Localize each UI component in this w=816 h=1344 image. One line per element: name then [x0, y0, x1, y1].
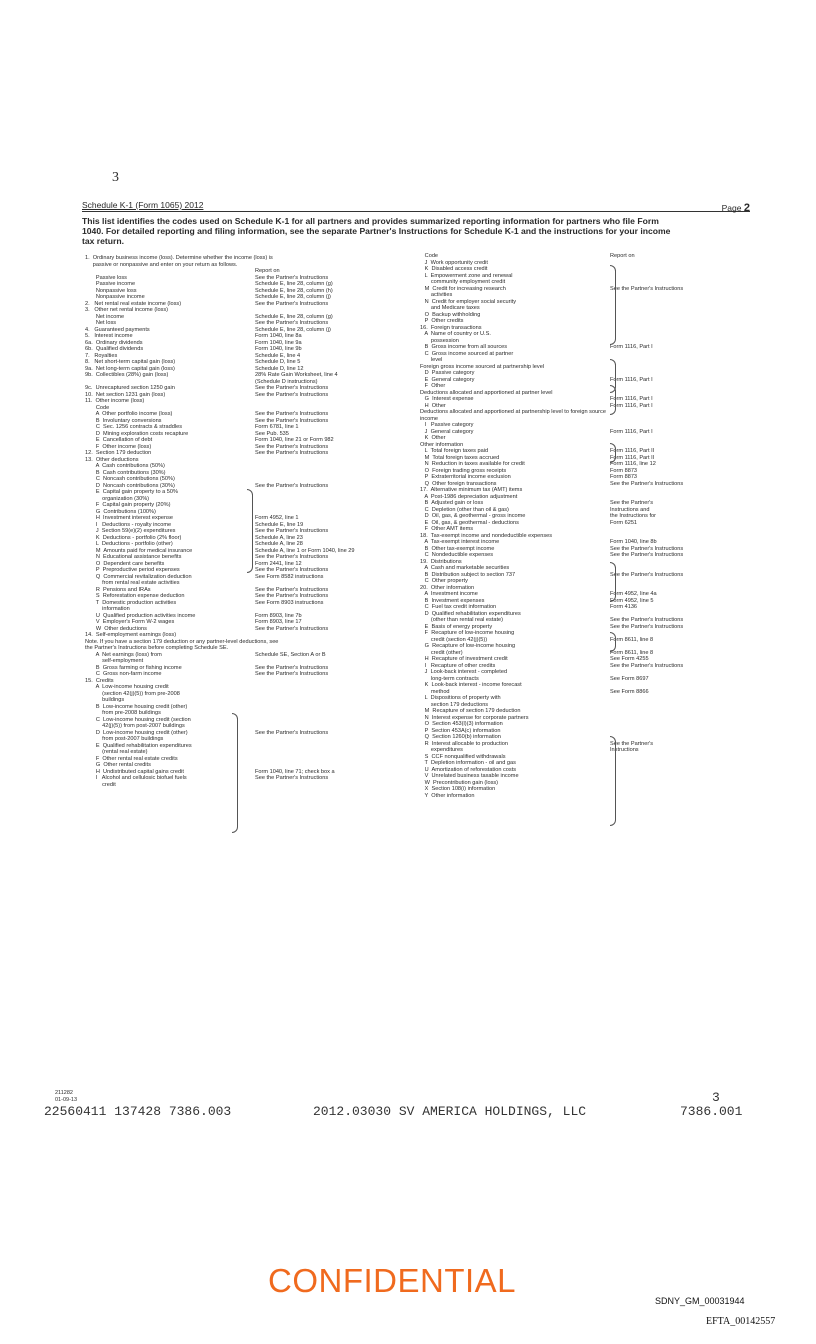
report-on: See the Partner's Instructions: [255, 664, 329, 671]
code-description: G Contributions (100%): [85, 508, 156, 515]
code-description: C Noncash contributions (50%): [85, 476, 175, 482]
code-description: F Other rental real estate credits: [85, 755, 178, 762]
code-description: B Involuntary conversions: [85, 417, 162, 424]
form-title: Schedule K-1 (Form 1065) 2012: [82, 200, 204, 210]
code-description: Passive loss: [85, 274, 127, 281]
code-description: Q Other foreign transactions: [420, 480, 497, 487]
code-description: E Basis of energy property: [420, 623, 493, 630]
code-description: 9a. Net long-term capital gain (loss): [85, 365, 175, 372]
code-description: B Adjusted gain or loss: [420, 500, 484, 506]
code-description: 13. Other deductions: [85, 456, 139, 463]
code-description: C Gross non-farm income: [85, 671, 162, 677]
brace-credits-r: [610, 265, 616, 345]
code-description: community employment credit: [420, 279, 506, 285]
code-description: (other than rental real estate): [420, 617, 504, 623]
code-description: B Investment expenses: [420, 597, 485, 604]
code-description: F Capital gain property (20%): [85, 502, 171, 508]
code-description: C Low-income housing credit (section: [85, 716, 191, 723]
code-description: P Preproductive period expenses: [85, 567, 180, 573]
code-description: K Other: [420, 435, 446, 441]
report-on: Form 4952, line 1: [255, 515, 299, 521]
code-description: Deductions allocated and apportioned at partnership level to foreign source: [420, 409, 606, 415]
code-description: B Distribution subject to section 737: [420, 571, 516, 578]
code-description: N Reduction in taxes available for credit: [420, 461, 525, 467]
code-description: C Fuel tax credit information: [420, 604, 497, 610]
code-description: L Deductions - portfolio (other): [85, 541, 173, 547]
code-description: M Credit for increasing research: [420, 285, 506, 292]
code-description: I Recapture of other credits: [420, 662, 496, 669]
brace-distributions: [610, 632, 616, 652]
report-on: Form 1040, line 21 or Form 982: [255, 437, 334, 443]
code-description: C Nondeductible expenses: [420, 552, 494, 558]
code-description: M Amounts paid for medical insurance: [85, 547, 193, 554]
report-on: Form 4136: [610, 604, 638, 610]
report-on: Form 1040, line 9a: [255, 339, 302, 346]
report-on: See the Partner's: [610, 740, 654, 747]
brace-amt: [610, 562, 616, 602]
code-description: G Other rental credits: [85, 762, 151, 768]
report-on: See the Partner's Instructions: [610, 552, 684, 558]
report-on: Report on: [255, 268, 280, 274]
code-description: A Other portfolio income (loss): [85, 411, 173, 417]
report-on: Schedule A, line 1 or Form 1040, line 29: [255, 547, 355, 554]
report-on: Schedule A, line 23: [255, 534, 303, 541]
report-on: Form 8873: [610, 467, 638, 474]
report-on: Form 6781, line 1: [255, 424, 299, 430]
code-description: Passive income: [85, 281, 136, 287]
code-description: level: [420, 357, 443, 363]
code-description: 6b. Qualified dividends: [85, 346, 144, 352]
code-description: I Alcohol and cellulosic biofuel fuels: [85, 775, 187, 781]
code-description: C Other property: [420, 578, 468, 584]
code-description: P Other credits: [420, 318, 464, 324]
code-row: [420, 793, 760, 800]
code-description: Other information: [420, 441, 464, 448]
code-description: Note. If you have a section 179 deduction or any partner-level deductions, see: [85, 638, 279, 645]
code-description: P Extraterritorial income exclusion: [420, 474, 511, 480]
code-description: W Other deductions: [85, 625, 147, 632]
code-description: Q Section 1260(b) information: [420, 734, 501, 740]
report-on: See the Partner's Instructions: [610, 545, 684, 552]
code-description: E Oil, gas, & geothermal - deductions: [420, 519, 519, 526]
footer-right-top: 3: [712, 1090, 720, 1105]
code-description: Nonpassive loss: [85, 287, 137, 294]
code-description: V Employer's Form W-2 wages: [85, 619, 175, 625]
code-description: S CCF nonqualified withdrawals: [420, 753, 506, 760]
code-description: D Noncash contributions (30%): [85, 482, 175, 489]
report-on: Schedule E, line 28, column (j): [255, 294, 331, 300]
code-description: from post-2007 buildings: [85, 736, 164, 742]
code-description: J Section 59(e)(2) expenditures: [85, 528, 176, 534]
code-description: V Unrelated business taxable income: [420, 773, 519, 779]
code-description: O Dependent care benefits: [85, 560, 165, 567]
code-description: credit (section 42(j)(5)): [420, 636, 488, 643]
code-description: F Other income (loss): [85, 443, 152, 450]
code-description: long-term contracts: [420, 675, 479, 682]
code-description: X Section 108(i) information: [420, 786, 496, 792]
code-description: Code: [420, 253, 439, 259]
code-description: G Recapture of low-income housing: [420, 643, 516, 649]
code-description: and Medicare taxes: [420, 305, 480, 311]
code-description: Net loss: [85, 320, 117, 326]
code-description: buildings: [85, 697, 125, 703]
code-description: S Reforestation expense deduction: [85, 593, 185, 599]
code-description: N Credit for employer social security: [420, 298, 517, 305]
report-on: Form 8873: [610, 474, 638, 480]
page-label: Page: [721, 203, 742, 213]
code-description: information: [85, 606, 130, 612]
code-description: 19. Distributions: [420, 558, 462, 565]
report-on: Form 1040, line 9b: [255, 346, 302, 352]
page-number: 3: [112, 170, 119, 185]
report-on: Form 8903, line 17: [255, 619, 302, 625]
code-description: 11. Other income (loss): [85, 398, 145, 404]
report-on: Form 1116, Part I: [610, 396, 653, 402]
report-on: Form 1040, line 8b: [610, 539, 657, 545]
code-description: 18. Tax-exempt income and nondeductible expenses: [420, 532, 553, 539]
code-description: Deductions allocated and apportioned at partner level: [420, 389, 553, 396]
code-description: 9c. Unrecaptured section 1250 gain: [85, 385, 175, 391]
report-on: See Form 4255: [610, 656, 649, 662]
code-description: C Depletion (other than oil & gas): [420, 506, 509, 513]
report-on: Schedule A, line 28: [255, 541, 303, 547]
code-description: A Post-1986 depreciation adjustment: [420, 493, 518, 500]
form-code: 211282 01-09-13: [55, 1090, 78, 1103]
report-on: See Form 8697: [610, 675, 649, 682]
code-description: expenditures: [420, 747, 463, 753]
report-on: Schedule E, line 28, column (h): [255, 287, 333, 294]
page-indicator: [722, 202, 750, 214]
code-description: (section 42(j)(5)) from pre-2008: [85, 690, 180, 697]
code-description: M Recapture of section 179 deduction: [420, 708, 521, 714]
code-description: 15. Credits: [85, 677, 114, 684]
code-description: D Low-income housing credit (other): [85, 729, 188, 736]
code-description: 6a. Ordinary dividends: [85, 339, 143, 346]
code-description: L Empowerment zone and renewal: [420, 272, 513, 279]
code-description: I Deductions - royalty income: [85, 521, 172, 528]
code-description: E Cancellation of debt: [85, 437, 153, 443]
code-description: T Domestic production activities: [85, 599, 177, 606]
report-on: Schedule E, line 28, column (j): [255, 326, 331, 333]
brace-foreign-3: [610, 443, 616, 463]
report-on: Form 1116, Part I: [610, 344, 653, 350]
code-description: 4. Guaranteed payments: [85, 326, 150, 333]
report-on: Form 1116, Part II: [610, 454, 655, 461]
report-on: Form 6251: [610, 519, 638, 526]
code-description: L Dispositions of property with: [420, 695, 501, 701]
report-on: See the Partner's Instructions: [255, 391, 329, 398]
code-description: E General category: [420, 376, 475, 383]
code-description: Q Commercial revitalization deduction: [85, 573, 192, 580]
code-description: 9b. Collectibles (28%) gain (loss): [85, 372, 169, 378]
form-header: [82, 198, 750, 212]
report-on: See Pub. 535: [255, 430, 289, 437]
report-on: See the Partner's Instructions: [255, 385, 329, 391]
code-description: 20. Other information: [420, 584, 475, 591]
report-on: Form 8903, line 7b: [255, 612, 302, 619]
code-description: T Depletion information - oil and gas: [420, 760, 516, 766]
code-description: I Passive category: [420, 422, 474, 428]
report-on: See Form 8582 instructions: [255, 573, 324, 580]
code-description: N Educational assistance benefits: [85, 554, 182, 560]
brace-credits: [232, 713, 238, 833]
report-on: See the Partner's Instructions: [255, 300, 329, 307]
code-description: 5. Interest income: [85, 333, 133, 339]
report-on: See the Partner's Instructions: [255, 554, 329, 560]
code-description: W Precontribution gain (loss): [420, 779, 499, 786]
code-description: 16. Foreign transactions: [420, 324, 482, 331]
report-on: See the Partner's Instructions: [610, 480, 684, 487]
report-on: Schedule E, line 28, column (g): [255, 281, 333, 287]
code-description: passive or nonpassive and enter on your return as follows.: [85, 261, 238, 268]
report-on: Schedule E, line 4: [255, 352, 301, 359]
code-description: N Interest expense for corporate partners: [420, 714, 529, 721]
report-on: Form 1116, line 12: [610, 461, 656, 467]
code-description: (rental real estate): [85, 749, 148, 755]
code-description: J Work opportunity credit: [420, 259, 488, 266]
code-description: credit: [85, 781, 116, 788]
code-description: C Sec. 1256 contracts & straddles: [85, 424, 183, 430]
page-num: 2: [743, 202, 750, 214]
code-description: P Section 453A(c) information: [420, 727, 501, 734]
report-on: See the Partner's: [610, 500, 654, 506]
report-on: Form 8611, line 8: [610, 649, 654, 656]
code-description: 14. Self-employment earnings (loss): [85, 632, 177, 638]
report-on: Schedule D, line 12: [255, 365, 304, 372]
code-description: C Gross income sourced at partner: [420, 350, 514, 357]
report-on: See the Partner's Instructions: [255, 586, 329, 593]
code-description: U Qualified production activities income: [85, 612, 196, 619]
report-on: Form 1116, Part I: [610, 376, 653, 383]
confidential-stamp: CONFIDENTIAL: [268, 1262, 517, 1299]
code-description: H Other: [420, 402, 446, 409]
report-on: See the Partner's Instructions: [255, 443, 329, 450]
code-description: A Tax-exempt interest income: [420, 539, 500, 545]
report-on: Instructions and: [610, 506, 650, 513]
code-row: [85, 782, 415, 789]
report-on: See the Partner's Instructions: [255, 417, 329, 424]
report-on: See the Partner's Instructions: [610, 285, 684, 292]
report-on: See the Partner's Instructions: [610, 662, 684, 669]
code-description: E Capital gain property to a 50%: [85, 489, 178, 495]
code-description: from pre-2008 buildings: [85, 710, 161, 716]
code-description: D Passive category: [420, 370, 475, 376]
report-on: See the Partner's Instructions: [255, 411, 329, 417]
right-column: [420, 253, 760, 799]
code-description: H Recapture of investment credit: [420, 656, 508, 662]
code-description: R Pensions and IRAs: [85, 586, 151, 593]
report-on: See Form 8866: [610, 688, 649, 695]
code-description: H Undistributed capital gains credit: [85, 768, 184, 775]
report-on: See the Partner's Instructions: [255, 320, 329, 326]
code-description: K Disabled access credit: [420, 266, 488, 272]
code-description: 12. Section 179 deduction: [85, 450, 152, 456]
report-on: See the Partner's Instructions: [610, 623, 684, 630]
code-description: 3. Other net rental income (loss): [85, 307, 169, 313]
code-description: section 179 deductions: [420, 701, 489, 708]
code-description: M Total foreign taxes accrued: [420, 454, 500, 461]
report-on: Form 1040, line 8a: [255, 333, 302, 339]
report-on: Form 2441, line 12: [255, 560, 302, 567]
code-description: D Mining exploration costs recapture: [85, 430, 189, 437]
code-description: organization (30%): [85, 495, 150, 502]
code-description: A Cash contributions (50%): [85, 463, 165, 469]
report-on: Form 4952, line 4a: [610, 591, 657, 597]
code-description: B Cash contributions (30%): [85, 469, 166, 476]
code-description: Code: [85, 404, 110, 411]
report-on: Form 1116, Part I: [610, 402, 653, 409]
code-description: A Low-income housing credit: [85, 684, 169, 690]
code-description: O Backup withholding: [420, 311, 481, 318]
code-description: A Net earnings (loss) from: [85, 651, 162, 658]
code-description: 42(j)(5)) from post-2007 buildings: [85, 723, 185, 729]
code-description: J General category: [420, 428, 474, 435]
code-description: 17. Alternative minimum tax (AMT) items: [420, 487, 523, 493]
report-on: See the Partner's Instructions: [255, 775, 329, 781]
code-description: H Investment interest expense: [85, 515, 173, 521]
brace-deductions: [247, 489, 253, 573]
code-description: U Amortization of reforestation costs: [420, 766, 517, 773]
footer-right: 7386.001: [680, 1104, 743, 1119]
report-on: Form 8611, line 8: [610, 636, 654, 643]
report-on: Form 1040, line 71; check box a: [255, 768, 335, 775]
code-description: B Gross income from all sources: [420, 344, 508, 350]
code-description: E Qualified rehabilitation expenditures: [85, 742, 192, 749]
report-on: Schedule SE, Section A or B: [255, 651, 326, 658]
code-description: 8. Net short-term capital gain (loss): [85, 359, 176, 365]
brace-other-info: [610, 736, 616, 826]
report-on: See the Partner's Instructions: [610, 617, 684, 623]
code-description: the Partner's Instructions before completing Schedule SE.: [85, 645, 229, 651]
report-on: See the Partner's Instructions: [255, 671, 329, 677]
code-description: B Gross farming or fishing income: [85, 664, 182, 671]
code-description: A Investment income: [420, 591, 478, 597]
report-on: See the Partner's Instructions: [255, 482, 329, 489]
code-description: method: [420, 688, 450, 695]
code-description: K Look-back interest - income forecast: [420, 682, 522, 688]
code-description: income: [420, 415, 439, 422]
code-description: Net income: [85, 313, 125, 320]
code-description: O Section 453(l)(3) information: [420, 721, 503, 727]
code-description: from rental real estate activities: [85, 580, 180, 586]
code-description: possession: [420, 337, 459, 344]
report-on: See the Partner's Instructions: [255, 274, 329, 281]
report-on: Instructions: [610, 747, 639, 753]
report-on: [255, 782, 415, 789]
report-on: See the Partner's Instructions: [255, 729, 329, 736]
code-description: K Deductions - portfolio (2% floor): [85, 534, 182, 541]
code-description: F Other AMT items: [420, 526, 474, 532]
code-description: J Look-back interest - completed: [420, 669, 508, 675]
report-on: (Schedule D instructions): [255, 378, 318, 385]
code-description: 7. Royalties: [85, 352, 118, 359]
code-description: A Name of country or U.S.: [420, 331, 491, 337]
code-description: credit (other): [420, 649, 463, 656]
brace-foreign-2: [610, 385, 616, 415]
report-on: Form 1116, Part I: [610, 428, 653, 435]
code-description: 10. Net section 1231 gain (loss): [85, 391, 166, 398]
code-description: L Total foreign taxes paid: [420, 448, 489, 454]
code-description: Foreign gross income sourced at partnership level: [420, 363, 545, 370]
code-description: F Recapture of low-income housing: [420, 630, 515, 636]
report-on: See the Partner's Instructions: [610, 571, 684, 578]
intro-text: This list identifies the codes used on Schedule K-1 for all partners and provides summarized reporting information for partners who file Form 1040. For detailed reporting and filing information, see the separate Partner's Instructions for Schedule K-1 and the instructions for your income tax return.: [82, 216, 671, 247]
report-on: See the Partner's Instructions: [255, 528, 329, 534]
report-on: 28% Rate Gain Worksheet, line 4: [255, 372, 338, 378]
code-description: self-employment: [85, 658, 144, 664]
report-on: Schedule E, line 19: [255, 521, 304, 528]
code-description: D Oil, gas, & geothermal - gross income: [420, 513, 526, 519]
code-description: F Other: [420, 383, 446, 389]
code-description: B Other tax-exempt income: [420, 545, 495, 552]
code-description: G Interest expense: [420, 396, 474, 402]
report-on: See the Partner's Instructions: [255, 567, 329, 573]
code-description: B Low-income housing credit (other): [85, 703, 188, 710]
report-on: [610, 793, 760, 800]
efta-number: EFTA_00142557: [706, 1316, 776, 1327]
footer-left: 22560411 137428 7386.003: [44, 1104, 232, 1119]
report-on: See Form 8903 instructions: [255, 599, 324, 606]
bates-number: SDNY_GM_00031944: [655, 1296, 745, 1306]
report-on: Form 4952, line 5: [610, 597, 654, 604]
report-on: See the Partner's Instructions: [255, 593, 329, 599]
report-on: See the Partner's Instructions: [255, 625, 329, 632]
code-description: R Interest allocable to production: [420, 740, 508, 747]
code-description: 2. Net rental real estate income (loss): [85, 300, 182, 307]
footer-middle: 2012.03030 SV AMERICA HOLDINGS, LLC: [313, 1104, 587, 1119]
code-description: 1. Ordinary business income (loss). Determine whether the income (loss) is: [85, 255, 273, 261]
code-description: activities: [420, 292, 453, 298]
report-on: Report on: [610, 253, 635, 259]
code-description: D Qualified rehabilitation expenditures: [420, 610, 521, 617]
code-description: A Cash and marketable securities: [420, 565, 510, 571]
report-on: See the Partner's Instructions: [255, 450, 329, 456]
code-description: Nonpassive income: [85, 294, 145, 300]
code-description: Y Other information: [420, 792, 475, 799]
report-on: Schedule D, line 5: [255, 359, 301, 365]
report-on: Schedule E, line 28, column (g): [255, 313, 333, 320]
report-on: the Instructions for: [610, 513, 657, 519]
code-description: O Foreign trading gross receipts: [420, 467, 507, 474]
report-on: Form 1116, Part II: [610, 448, 655, 454]
